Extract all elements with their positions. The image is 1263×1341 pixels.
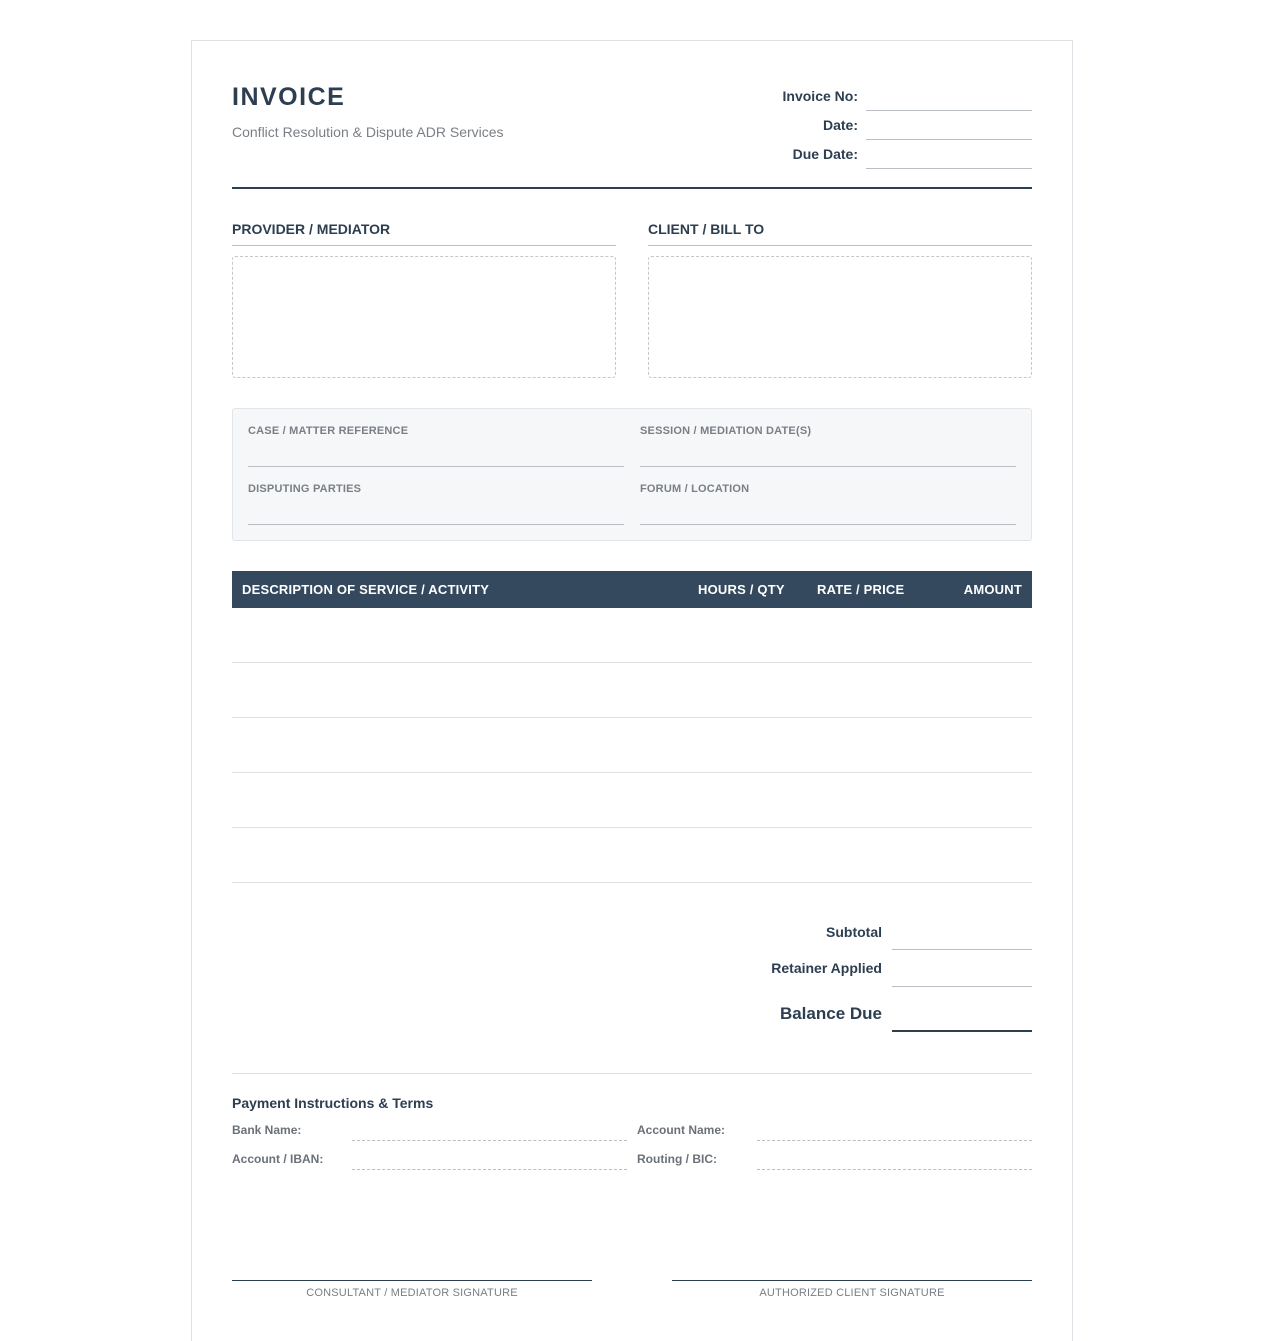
- invoice-no-label: Invoice No:: [782, 88, 858, 104]
- table-row[interactable]: [232, 827, 1032, 828]
- column-hours-qty: HOURS / QTY: [698, 582, 785, 597]
- invoice-page: [191, 40, 1073, 1341]
- forum-location-label: FORUM / LOCATION: [640, 483, 750, 495]
- table-row[interactable]: [232, 772, 1032, 773]
- account-iban-label: Account / IBAN:: [232, 1152, 324, 1166]
- payment-title: Payment Instructions & Terms: [232, 1095, 434, 1111]
- provider-details-box[interactable]: [232, 256, 616, 378]
- routing-bic-label: Routing / BIC:: [637, 1152, 717, 1166]
- balance-due-label: Balance Due: [779, 1004, 882, 1023]
- payment-divider: [232, 1073, 1032, 1074]
- disputing-parties-label: DISPUTING PARTIES: [248, 483, 362, 495]
- column-description: DESCRIPTION OF SERVICE / ACTIVITY: [242, 582, 490, 597]
- account-name-label: Account Name:: [637, 1123, 726, 1137]
- bank-name-label: Bank Name:: [232, 1123, 302, 1137]
- balance-due-field[interactable]: [892, 1030, 1032, 1032]
- date-label: Date:: [822, 117, 858, 133]
- forum-location-field[interactable]: [640, 524, 1016, 525]
- due-date-row: [772, 140, 1032, 166]
- account-iban-field[interactable]: [352, 1169, 627, 1170]
- date-row: [772, 111, 1032, 137]
- client-heading: CLIENT / BILL TO: [648, 221, 1032, 246]
- session-dates-label: SESSION / MEDIATION DATE(S): [640, 425, 812, 437]
- retainer-field[interactable]: [892, 986, 1032, 987]
- invoice-no-row: [772, 82, 1032, 108]
- consultant-signature-label: CONSULTANT / MEDIATOR SIGNATURE: [306, 1287, 518, 1299]
- provider-heading: PROVIDER / MEDIATOR: [232, 221, 616, 246]
- due-date-label: Due Date:: [792, 146, 858, 162]
- disputing-parties-field[interactable]: [248, 524, 624, 525]
- case-reference-field[interactable]: [248, 466, 624, 467]
- consultant-signature-line[interactable]: [232, 1280, 592, 1281]
- client-details-box[interactable]: [648, 256, 1032, 378]
- table-row[interactable]: [232, 882, 1032, 883]
- column-rate-price: RATE / PRICE: [817, 582, 905, 597]
- subtotal-label: Subtotal: [826, 924, 882, 940]
- invoice-subtitle: Conflict Resolution & Dispute ADR Services: [232, 124, 504, 140]
- case-reference-label: CASE / MATTER REFERENCE: [248, 425, 409, 437]
- client-signature-label: AUTHORIZED CLIENT SIGNATURE: [759, 1287, 945, 1299]
- retainer-label: Retainer Applied: [771, 960, 882, 976]
- due-date-field[interactable]: [866, 140, 1032, 169]
- invoice-no-field[interactable]: [866, 82, 1032, 111]
- invoice-title: INVOICE: [232, 83, 346, 111]
- table-row[interactable]: [232, 717, 1032, 718]
- account-name-field[interactable]: [757, 1140, 1032, 1141]
- table-row[interactable]: [232, 662, 1032, 663]
- subtotal-field[interactable]: [892, 949, 1032, 950]
- date-field[interactable]: [866, 111, 1032, 140]
- client-signature-line[interactable]: [672, 1280, 1032, 1281]
- bank-name-field[interactable]: [352, 1140, 627, 1141]
- services-table-header: [232, 571, 1032, 608]
- column-amount: AMOUNT: [963, 582, 1022, 597]
- header-divider: [232, 187, 1032, 189]
- case-info-panel: [232, 408, 1032, 541]
- routing-bic-field[interactable]: [757, 1169, 1032, 1170]
- session-dates-field[interactable]: [640, 466, 1016, 467]
